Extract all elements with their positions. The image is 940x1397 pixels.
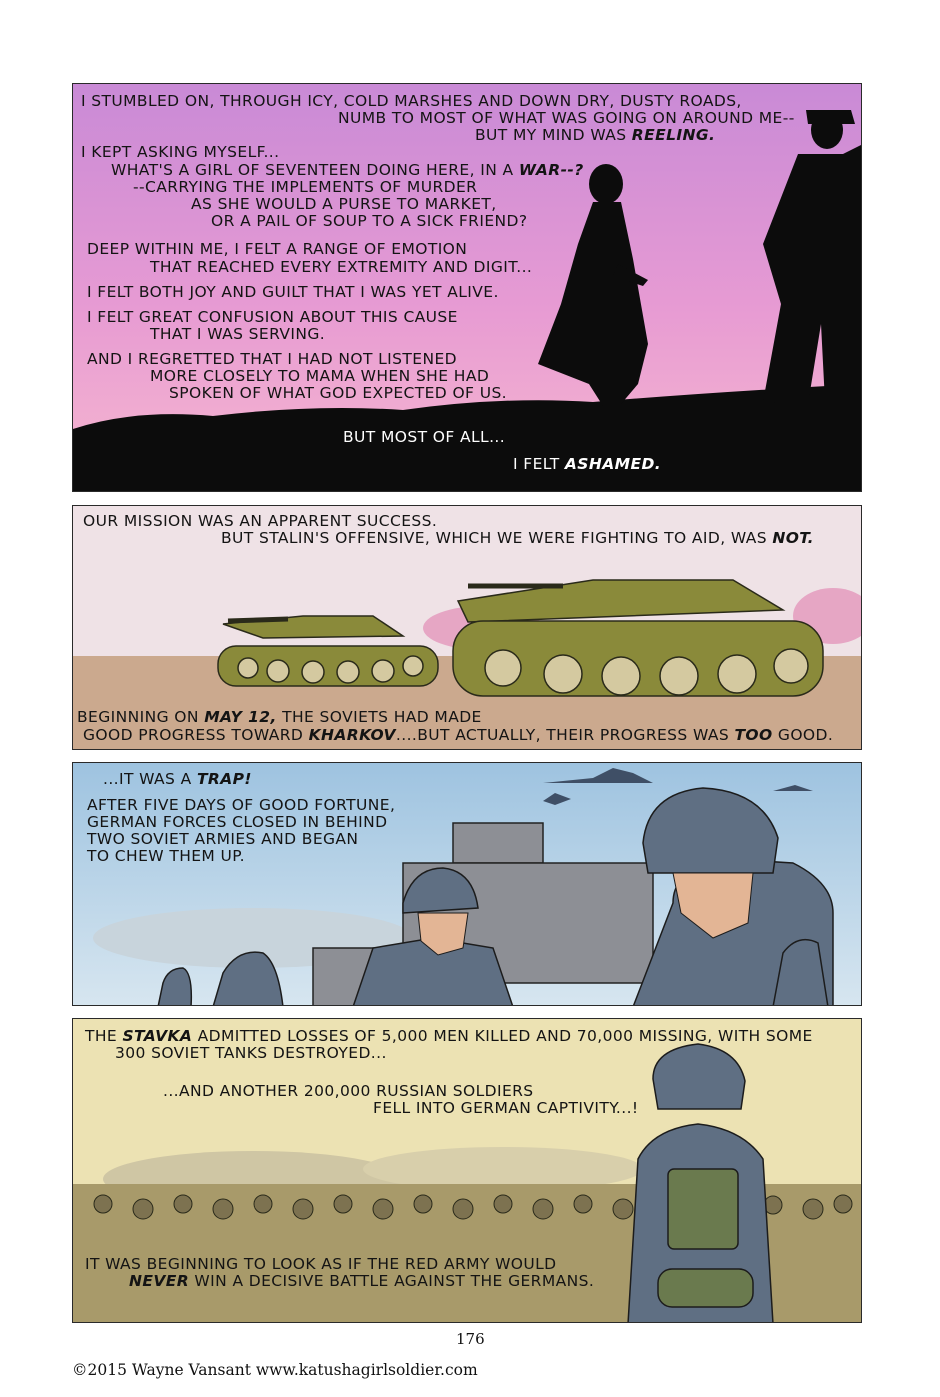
caption-line: BUT MOST OF ALL...: [343, 428, 506, 446]
caption-line: I FELT BOTH JOY AND GUILT THAT I WAS YET ALIVE.: [87, 283, 499, 301]
caption-line: THAT I WAS SERVING.: [150, 325, 326, 343]
caption-line: OR A PAIL OF SOUP TO A SICK FRIEND?: [211, 212, 528, 230]
caption-line: 300 SOVIET TANKS DESTROYED...: [115, 1044, 387, 1062]
caption-line: I KEPT ASKING MYSELF...: [81, 143, 280, 161]
caption-line: TWO SOVIET ARMIES AND BEGAN: [87, 830, 359, 848]
caption-line: GOOD PROGRESS TOWARD KHARKOV....BUT ACTUALLY, THEIR PROGRESS WAS TOO GOOD.: [83, 726, 834, 744]
panel-soviet-prisoners: [72, 1018, 862, 1323]
caption-line: BEGINNING ON MAY 12, THE SOVIETS HAD MADE: [77, 708, 482, 726]
caption-line: OUR MISSION WAS AN APPARENT SUCCESS.: [83, 512, 438, 530]
caption-line: AFTER FIVE DAYS OF GOOD FORTUNE,: [87, 796, 396, 814]
caption-line: I FELT GREAT CONFUSION ABOUT THIS CAUSE: [87, 308, 458, 326]
caption-line: ...AND ANOTHER 200,000 RUSSIAN SOLDIERS: [163, 1082, 534, 1100]
caption-line: BUT MY MIND WAS REELING.: [475, 126, 716, 144]
caption-line: TO CHEW THEM UP.: [87, 847, 245, 865]
panel-german-soldiers: [72, 762, 862, 1006]
caption-line: SPOKEN OF WHAT GOD EXPECTED OF US.: [169, 384, 508, 402]
caption-line: GERMAN FORCES CLOSED IN BEHIND: [87, 813, 388, 831]
caption-line: AND I REGRETTED THAT I HAD NOT LISTENED: [87, 350, 457, 368]
caption-line: NUMB TO MOST OF WHAT WAS GOING ON AROUND ME--: [338, 109, 795, 127]
caption-line: I FELT ASHAMED.: [513, 455, 662, 473]
caption-line: THE STAVKA ADMITTED LOSSES OF 5,000 MEN KILLED AND 70,000 MISSING, WITH SOME: [85, 1027, 813, 1045]
caption-line: --CARRYING THE IMPLEMENTS OF MURDER: [133, 178, 478, 196]
caption-line: BUT STALIN'S OFFENSIVE, WHICH WE WERE FIGHTING TO AID, WAS NOT.: [221, 529, 814, 547]
caption-line: WHAT'S A GIRL OF SEVENTEEN DOING HERE, IN A WAR--?: [111, 161, 584, 179]
caption-line: NEVER WIN A DECISIVE BATTLE AGAINST THE GERMANS.: [129, 1272, 595, 1290]
caption-line: MORE CLOSELY TO MAMA WHEN SHE HAD: [150, 367, 490, 385]
caption-line: ...IT WAS A TRAP!: [103, 770, 252, 788]
copyright-notice: ©2015 Wayne Vansant www.katushagirlsoldier.com: [72, 1361, 478, 1379]
caption-line: FELL INTO GERMAN CAPTIVITY...!: [373, 1099, 639, 1117]
page-number: 176: [456, 1330, 485, 1348]
caption-line: IT WAS BEGINNING TO LOOK AS IF THE RED ARMY WOULD: [85, 1255, 557, 1273]
panel-tanks-advance: [72, 505, 862, 750]
caption-line: AS SHE WOULD A PURSE TO MARKET,: [191, 195, 497, 213]
caption-line: DEEP WITHIN ME, I FELT A RANGE OF EMOTION: [87, 240, 468, 258]
caption-line: THAT REACHED EVERY EXTREMITY AND DIGIT...: [150, 258, 533, 276]
caption-line: I STUMBLED ON, THROUGH ICY, COLD MARSHES AND DOWN DRY, DUSTY ROADS,: [81, 92, 742, 110]
panel-sunset-march: [72, 83, 862, 492]
